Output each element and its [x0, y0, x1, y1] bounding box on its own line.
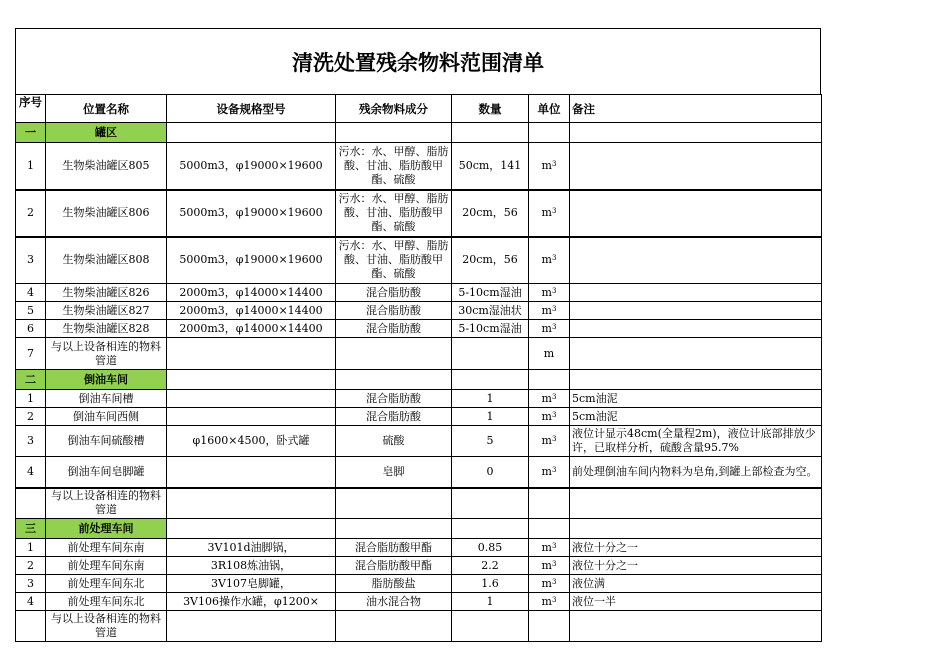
cell-residue: 脂肪酸盐 [336, 575, 452, 593]
cell-unit [529, 488, 570, 519]
spreadsheet [15, 28, 821, 642]
cell-remark: 液位满 [570, 575, 822, 593]
cell-location: 生物柴油罐区826 [46, 284, 167, 302]
cell-spec [167, 488, 336, 519]
cell-seq: 1 [16, 390, 46, 408]
cell-spec [167, 457, 336, 488]
unit-text: m [543, 346, 555, 360]
unit-superscript: 3 [551, 159, 557, 168]
cell-quantity: 2.2 [452, 557, 529, 575]
cell-seq: 6 [16, 320, 46, 338]
cell-residue: 污水：水、甲醇、脂肪酸、甘油、脂肪酸甲酯、硫酸 [336, 190, 452, 237]
cell-unit [529, 611, 570, 642]
cell-quantity [452, 611, 529, 642]
table-row [16, 557, 822, 575]
cell-unit [529, 408, 570, 426]
cell-remark [570, 611, 822, 642]
cell-seq: 2 [16, 408, 46, 426]
table-row [16, 302, 822, 320]
table-row [16, 575, 822, 593]
unit-text: m [541, 158, 552, 172]
cell-spec [167, 338, 336, 370]
cell-unit [529, 302, 570, 320]
cell-location: 生物柴油罐区828 [46, 320, 167, 338]
unit-superscript: 3 [551, 435, 557, 443]
cell-unit [529, 457, 570, 488]
table-row [16, 488, 822, 519]
empty-cell [167, 370, 336, 390]
section-number: 一 [16, 123, 46, 143]
unit-superscript: 3 [551, 465, 557, 474]
table-row [16, 539, 822, 557]
cell-remark [570, 237, 822, 284]
cell-quantity: 0 [452, 457, 529, 488]
sheet-title: 清洗处置残余物料范围清单 [15, 28, 821, 94]
section-number: 三 [16, 519, 46, 539]
table-row [16, 237, 822, 284]
cell-seq: 1 [16, 143, 46, 190]
unit-superscript: 3 [551, 595, 557, 604]
section-name: 罐区 [46, 123, 167, 143]
cell-quantity: 5 [452, 426, 529, 457]
cell-quantity: 20cm，56 [452, 190, 529, 237]
cell-remark: 液位十分之一 [570, 539, 822, 557]
section-row [16, 123, 822, 143]
cell-remark: 前处理倒油车间内物料为皂角,到罐上部检查为空。 [570, 457, 822, 488]
cell-quantity: 1.6 [452, 575, 529, 593]
cell-quantity: 5-10cm湿油 [452, 284, 529, 302]
cell-quantity: 1 [452, 593, 529, 611]
cell-remark: 5cm油泥 [570, 390, 822, 408]
cell-seq: 3 [16, 237, 46, 284]
cell-residue: 油水混合物 [336, 593, 452, 611]
empty-cell [452, 519, 529, 539]
header-seq: 序号 [16, 95, 46, 123]
cell-residue: 混合脂肪酸 [336, 390, 452, 408]
section-name: 前处理车间 [46, 519, 167, 539]
cell-seq: 4 [16, 593, 46, 611]
cell-seq [16, 488, 46, 519]
unit-superscript: 3 [551, 577, 557, 586]
empty-cell [570, 370, 822, 390]
empty-cell [570, 519, 822, 539]
cell-unit [529, 190, 570, 237]
cell-location: 与以上设备相连的物料管道 [46, 338, 167, 370]
cell-location: 生物柴油罐区806 [46, 190, 167, 237]
cell-spec: 5000m3，φ19000×19600 [167, 190, 336, 237]
empty-cell [529, 519, 570, 539]
empty-cell [336, 123, 452, 143]
header-location: 位置名称 [46, 95, 167, 123]
empty-cell [452, 123, 529, 143]
unit-superscript: 3 [551, 559, 557, 568]
cell-quantity [452, 488, 529, 519]
cell-seq: 3 [16, 575, 46, 593]
empty-cell [336, 370, 452, 390]
section-row [16, 519, 822, 539]
cell-unit [529, 593, 570, 611]
cell-spec: 3V101d油脚锅， [167, 539, 336, 557]
empty-cell [529, 123, 570, 143]
cell-remark [570, 338, 822, 370]
cell-spec: 3V106操作水罐，φ1200× [167, 593, 336, 611]
cell-spec [167, 390, 336, 408]
cell-remark: 5cm油泥 [570, 408, 822, 426]
header-unit: 单位 [529, 95, 570, 123]
cell-spec [167, 611, 336, 642]
cell-unit [529, 426, 570, 457]
unit-text: m [541, 464, 552, 478]
cell-unit [529, 320, 570, 338]
cell-location: 倒油车间皂脚罐 [46, 457, 167, 488]
cell-location: 前处理车间东南 [46, 557, 167, 575]
cell-location: 前处理车间东南 [46, 539, 167, 557]
unit-text: m [541, 321, 552, 335]
header-spec: 设备规格型号 [167, 95, 336, 123]
table-row [16, 426, 822, 457]
cell-location: 倒油车间西侧 [46, 408, 167, 426]
unit-superscript: 3 [551, 322, 557, 331]
empty-cell [529, 370, 570, 390]
cell-residue: 皂脚 [336, 457, 452, 488]
empty-cell [167, 519, 336, 539]
cell-quantity: 0.85 [452, 539, 529, 557]
cell-seq: 2 [16, 557, 46, 575]
cell-spec: 3R108炼油锅， [167, 557, 336, 575]
unit-text: m [541, 558, 552, 572]
unit-superscript: 3 [551, 410, 557, 419]
unit-text: m [541, 285, 552, 299]
cell-residue: 硫酸 [336, 426, 452, 457]
cell-residue: 混合脂肪酸甲酯 [336, 539, 452, 557]
unit-superscript: 3 [551, 541, 557, 550]
unit-text: m [541, 303, 552, 317]
residue-table [15, 94, 822, 642]
cell-remark [570, 320, 822, 338]
cell-unit [529, 143, 570, 190]
unit-text: m [541, 391, 552, 405]
cell-quantity: 30cm湿油状 [452, 302, 529, 320]
header-residue: 残余物料成分 [336, 95, 452, 123]
unit-text: m [541, 540, 552, 554]
unit-superscript: 3 [551, 392, 557, 401]
cell-seq: 7 [16, 338, 46, 370]
cell-residue [336, 488, 452, 519]
cell-quantity: 20cm，56 [452, 237, 529, 284]
cell-unit [529, 539, 570, 557]
cell-seq: 1 [16, 539, 46, 557]
table-row [16, 190, 822, 237]
cell-quantity: 5-10cm湿油 [452, 320, 529, 338]
cell-spec: 2000m3，φ14000×14400 [167, 302, 336, 320]
cell-location: 倒油车间硫酸槽 [46, 426, 167, 457]
table-row [16, 611, 822, 642]
empty-cell [452, 370, 529, 390]
cell-residue: 污水：水、甲醇、脂肪酸、甘油、脂肪酸甲酯、硫酸 [336, 237, 452, 284]
table-row [16, 284, 822, 302]
header-remark: 备注 [570, 95, 822, 123]
cell-unit [529, 338, 570, 370]
cell-spec: 2000m3，φ14000×14400 [167, 320, 336, 338]
empty-cell [570, 123, 822, 143]
header-row [16, 95, 822, 123]
section-row [16, 370, 822, 390]
cell-remark: 液位计显示48cm(全量程2m)，液位计底部排放少许，已取样分析，硫酸含量95.7% [570, 426, 822, 457]
unit-text: m [541, 206, 552, 219]
cell-seq: 4 [16, 284, 46, 302]
cell-residue [336, 611, 452, 642]
cell-location: 生物柴油罐区808 [46, 237, 167, 284]
table-row [16, 408, 822, 426]
cell-seq [16, 611, 46, 642]
cell-residue: 混合脂肪酸甲酯 [336, 557, 452, 575]
table-row [16, 320, 822, 338]
empty-cell [336, 519, 452, 539]
cell-seq: 3 [16, 426, 46, 457]
cell-location: 前处理车间东北 [46, 575, 167, 593]
unit-text: m [541, 253, 552, 267]
cell-residue: 混合脂肪酸 [336, 302, 452, 320]
cell-remark [570, 143, 822, 190]
cell-seq: 2 [16, 190, 46, 237]
cell-location: 与以上设备相连的物料管道 [46, 488, 167, 519]
cell-remark: 液位一半 [570, 593, 822, 611]
cell-unit [529, 575, 570, 593]
cell-remark [570, 488, 822, 519]
cell-remark [570, 302, 822, 320]
cell-residue: 混合脂肪酸 [336, 408, 452, 426]
cell-residue: 污水：水、甲醇、脂肪酸、甘油、脂肪酸甲酯、硫酸 [336, 143, 452, 190]
cell-residue: 混合脂肪酸 [336, 284, 452, 302]
cell-quantity [452, 338, 529, 370]
cell-spec: 5000m3，φ19000×19600 [167, 143, 336, 190]
cell-location: 生物柴油罐区827 [46, 302, 167, 320]
cell-location: 倒油车间槽 [46, 390, 167, 408]
table-row [16, 593, 822, 611]
table-row [16, 457, 822, 488]
cell-spec [167, 408, 336, 426]
cell-spec: 3V107皂脚罐， [167, 575, 336, 593]
cell-remark: 液位十分之一 [570, 557, 822, 575]
unit-superscript: 3 [551, 304, 557, 313]
cell-residue [336, 338, 452, 370]
cell-quantity: 1 [452, 408, 529, 426]
unit-text: m [541, 576, 552, 590]
unit-text: m [541, 434, 552, 447]
header-quantity: 数量 [452, 95, 529, 123]
cell-location: 前处理车间东北 [46, 593, 167, 611]
unit-superscript: 3 [551, 254, 557, 263]
cell-spec: φ1600×4500，卧式罐 [167, 426, 336, 457]
unit-text: m [541, 594, 552, 608]
table-row [16, 143, 822, 190]
unit-superscript: 3 [551, 207, 557, 215]
cell-unit [529, 284, 570, 302]
unit-text: m [541, 409, 552, 423]
cell-location: 生物柴油罐区805 [46, 143, 167, 190]
table-row [16, 338, 822, 370]
cell-unit [529, 390, 570, 408]
cell-remark [570, 284, 822, 302]
cell-spec: 5000m3，φ19000×19600 [167, 237, 336, 284]
cell-quantity: 50cm，141 [452, 143, 529, 190]
section-number: 二 [16, 370, 46, 390]
cell-location: 与以上设备相连的物料管道 [46, 611, 167, 642]
cell-quantity: 1 [452, 390, 529, 408]
cell-remark [570, 190, 822, 237]
section-name: 倒油车间 [46, 370, 167, 390]
cell-spec: 2000m3，φ14000×14400 [167, 284, 336, 302]
cell-seq: 4 [16, 457, 46, 488]
empty-cell [167, 123, 336, 143]
table-row [16, 390, 822, 408]
cell-unit [529, 237, 570, 284]
cell-residue: 混合脂肪酸 [336, 320, 452, 338]
cell-seq: 5 [16, 302, 46, 320]
unit-superscript: 3 [551, 286, 557, 295]
cell-unit [529, 557, 570, 575]
